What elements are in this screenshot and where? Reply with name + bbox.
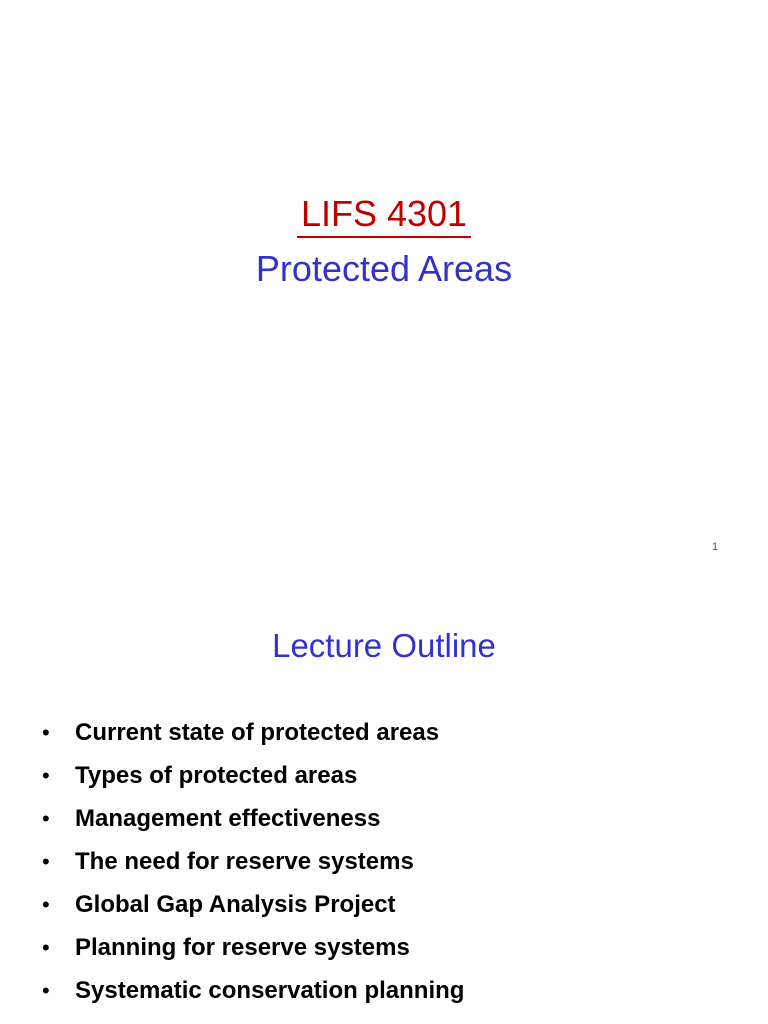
bullet-icon: •: [42, 720, 50, 745]
outline-item: [42, 969, 464, 1012]
outline-item: [42, 840, 464, 883]
course-code-text: LIFS 4301: [297, 192, 471, 238]
outline-item-text: The need for reserve systems: [75, 848, 414, 875]
outline-item: [42, 926, 464, 969]
bullet-icon: •: [42, 978, 50, 1003]
page-number: 1: [712, 541, 719, 553]
outline-item: [42, 711, 464, 754]
outline-item: [42, 883, 464, 926]
outline-item-text: Systematic conservation planning: [75, 977, 465, 1004]
outline-heading: Lecture Outline: [272, 627, 496, 664]
outline-item-text: Types of protected areas: [75, 762, 358, 789]
bullet-icon: •: [42, 763, 50, 788]
outline-item-text: Current state of protected areas: [75, 719, 440, 746]
outline-item-text: Global Gap Analysis Project: [75, 891, 396, 918]
outline-item-text: Management effectiveness: [75, 805, 381, 832]
bullet-icon: •: [42, 892, 50, 917]
outline-item-text: Planning for reserve systems: [75, 934, 410, 961]
outline-list: [42, 711, 464, 1012]
bullet-icon: •: [42, 935, 50, 960]
outline-item: [42, 797, 464, 840]
outline-slide: [0, 575, 768, 1024]
bullet-icon: •: [42, 806, 50, 831]
course-title: Protected Areas: [255, 248, 513, 289]
bullet-icon: •: [42, 849, 50, 874]
course-code: [0, 191, 768, 238]
outline-item: [42, 754, 464, 797]
